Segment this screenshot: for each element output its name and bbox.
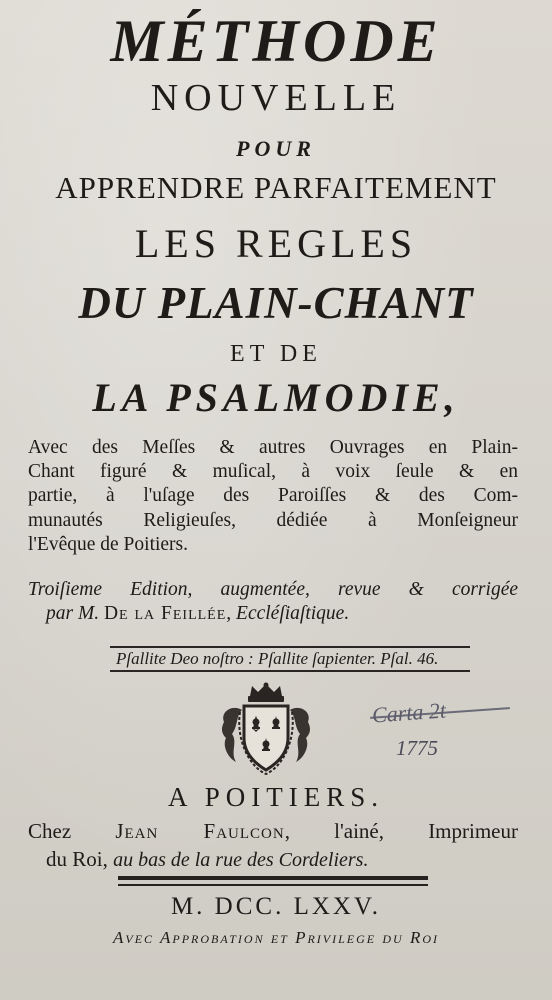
description-paragraph [28, 436, 518, 557]
imprint-printer [28, 817, 518, 874]
address-line [28, 845, 518, 874]
description-line: Chant figuré & muſical, à voix ſeule & en [28, 461, 518, 483]
edition-author-line [28, 602, 518, 626]
description-line: munautés Religieuſes, dédiée à Monſeigneur [28, 509, 518, 531]
motto: Pſallite Deo noſtro : Pſallite ſapienter. Pſal. 46. [116, 649, 439, 668]
edition-statement [28, 578, 518, 626]
imprint-rule-thin [118, 884, 428, 886]
imprint-rule-thick [118, 876, 428, 880]
imprint-place: A POITIERS. [167, 782, 385, 812]
title-apprendre: APPRENDRE PARFAITEMENT [55, 170, 497, 205]
title-psalmodie: LA PSALMODIE, [92, 375, 460, 420]
edition-by: par M. [46, 603, 100, 624]
motto-rule-bottom [110, 670, 470, 672]
title-les-regles: LES REGLES [134, 221, 418, 266]
description-line: l'Evêque de Poitiers. [28, 533, 189, 555]
printer-prefix: Chez [28, 819, 72, 843]
description-line: partie, à l'uſage des Paroiſſes & des Com- [28, 485, 518, 507]
title-methode: MÉTHODE [110, 8, 442, 74]
approbation: Avec Approbation et Privilege du Roi [112, 928, 439, 947]
printer-line [28, 817, 518, 845]
title-nouvelle: NOUVELLE [150, 77, 402, 119]
address-street: au bas de la rue des Cordeliers. [113, 849, 369, 871]
author-title: , Eccléſiaſtique. [226, 603, 350, 624]
printer-title: , l'ainé, Imprimeur [284, 819, 518, 843]
title-plain-chant: DU PLAIN-CHANT [78, 278, 474, 328]
title-pour: POUR [236, 136, 316, 161]
title-et-de: ET DE [230, 341, 322, 367]
handwritten-year: 1775 [396, 736, 438, 760]
coat-of-arms-icon [218, 682, 314, 776]
edition-line: Troiſieme Edition, augmentée, revue & corrigée [28, 579, 518, 600]
address-prefix: du Roi, [46, 847, 108, 871]
description-line: Avec des Meſſes & autres Ouvrages en Plain- [28, 437, 518, 458]
author-name: De la Feillée [103, 603, 227, 624]
publication-year: M. DCC. LXXV. [170, 893, 382, 920]
printer-name: Jean Faulcon [115, 819, 285, 843]
handwritten-note: Carta 2t [371, 697, 447, 728]
